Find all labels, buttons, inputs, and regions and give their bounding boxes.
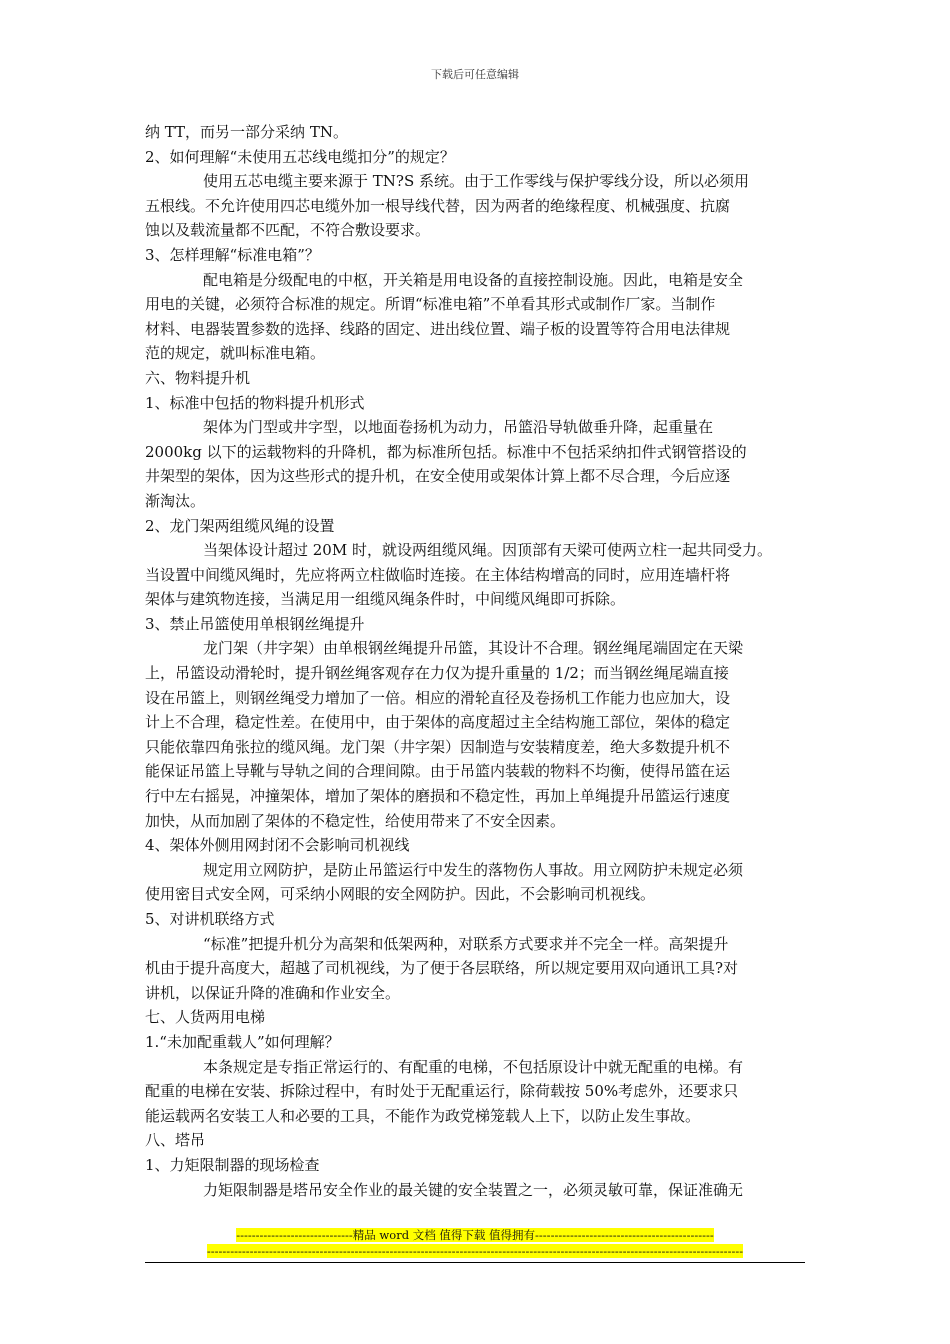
text-line: 2、如何理解“未使用五芯线电缆扣分”的规定？	[145, 147, 455, 166]
text-line: 八、塔吊	[145, 1131, 206, 1150]
text-line: 当架体设计超过 20M 时，就设两组缆风绳。因顶部有天梁可使两立柱一起共同受力。	[203, 541, 772, 560]
text-line: 纳 TT，而另一部分采纳 TN。	[145, 123, 348, 141]
text-line: 3、怎样理解“标准电箱”？	[145, 245, 320, 264]
text-line: 配电箱是分级配电的中枢，开关箱是用电设备的直接控制设施。因此，电箱是安全	[203, 270, 744, 289]
text-line: 2、龙门架两组缆风绳的设置	[145, 516, 335, 535]
text-line: 使用密目式安全网，可采纳小网眼的安全网防护。因此，不会影响司机视线。	[145, 885, 656, 904]
text-line: 配重的电梯在安装、拆除过程中，有时处于无配重运行，除荷载按 50%考虑外，还要求只	[145, 1082, 739, 1101]
text-line: 能保证吊篮上导靴与导轨之间的合理间隙。由于吊篮内装载的物料不均衡，使得吊篮在运	[145, 762, 731, 781]
footer-rule	[145, 1262, 805, 1263]
text-line: 井架型的架体，因为这些形式的提升机，在安全使用或架体计算上都不尽合理，今后应逐	[145, 467, 731, 486]
text-line: 龙门架（井字架）由单根钢丝绳提升吊篮，其设计不合理。钢丝绳尾端固定在天梁	[203, 639, 744, 658]
page-footer	[0, 1227, 950, 1259]
text-line: 六、物料提升机	[145, 368, 251, 387]
text-line: 行中左右摇晃，冲撞架体，增加了架体的磨损和不稳定性，再加上单绳提升吊篮运行速度	[145, 787, 731, 806]
text-line: 规定用立网防护，是防止吊篮运行中发生的落物伤人事故。用立网防护未规定必须	[203, 860, 744, 879]
footer-banner-line-2: ------------------------------------------------------------------------------------------------------------------------------------------	[206, 1244, 744, 1258]
text-line: 上，吊篮设动滑轮时，提升钢丝绳客观存在力仅为提升重量的 1/2；而当钢丝绳尾端直接	[145, 664, 729, 683]
footer-banner-line-1: ------------------------------精品 word 文档 值得下载 值得拥有----------------------------------------------	[236, 1228, 714, 1242]
page-header: 下载后可任意编辑	[431, 68, 519, 81]
document-body	[145, 120, 810, 1202]
text-line: 蚀以及载流量都不匹配，不符合敷设要求。	[145, 221, 431, 240]
text-line: 机由于提升高度大，超越了司机视线，为了便于各层联络，所以规定要用双向通讯工具?对	[145, 959, 739, 978]
text-line: 五根线。不允许使用四芯电缆外加一根导线代替，因为两者的绝缘程度、机械强度、抗腐	[145, 196, 731, 215]
text-line: 计上不合理，稳定性差。在使用中，由于架体的高度超过主全结构施工部位，架体的稳定	[145, 713, 731, 732]
text-line: 1、标准中包括的物料提升机形式	[145, 393, 365, 412]
text-line: 本条规定是专指正常运行的、有配重的电梯，不包括原设计中就无配重的电梯。有	[203, 1057, 744, 1076]
text-line: 5、对讲机联络方式	[145, 910, 275, 928]
text-line: 七、人货两用电梯	[145, 1008, 266, 1027]
text-line: 设在吊篮上，则钢丝绳受力增加了一倍。相应的滑轮直径及卷扬机工作能力也应加大，设	[145, 688, 731, 707]
text-line: 范的规定，就叫标准电箱。	[145, 344, 326, 363]
text-line: 1、力矩限制器的现场检查	[145, 1155, 320, 1174]
text-line: 4、架体外侧用网封闭不会影响司机视线	[145, 836, 410, 855]
text-line: 渐淘汰。	[145, 491, 206, 510]
text-line: 材料、电器装置参数的选择、线路的固定、进出线位置、端子板的设置等符合用电法律规	[145, 319, 731, 338]
text-line: 架体为门型或井字型，以地面卷扬机为动力，吊篮沿导轨做垂升降，起重量在	[203, 418, 714, 437]
text-line: “标准”把提升机分为高架和低架两种，对联系方式要求并不完全一样。高架提升	[203, 934, 729, 953]
text-line: 讲机，以保证升降的准确和作业安全。	[145, 983, 401, 1002]
text-line: 1.“未加配重载人”如何理解？	[145, 1032, 340, 1051]
text-line: 使用五芯电缆主要来源于 TN?S 系统。由于工作零线与保护零线分设，所以必须用	[203, 172, 749, 191]
text-line: 力矩限制器是塔吊安全作业的最关键的安全装置之一，必须灵敏可靠，保证准确无	[203, 1180, 744, 1199]
text-line: 2000kg 以下的运载物料的升降机，都为标准所包括。标准中不包括采纳扣件式钢管搭设的	[145, 442, 747, 461]
text-line: 架体与建筑物连接，当满足用一组缆风绳条件时，中间缆风绳即可拆除。	[145, 590, 626, 609]
text-line: 3、禁止吊篮使用单根钢丝绳提升	[145, 614, 365, 633]
text-line: 能运载两名安装工人和必要的工具，不能作为政党梯笼载人上下，以防止发生事故。	[145, 1106, 701, 1125]
text-line: 当设置中间缆风绳时，先应将两立柱做临时连接。在主体结构增高的同时，应用连墙杆将	[145, 565, 731, 584]
text-line: 只能依靠四角张拉的缆风绳。龙门架（井字架）因制造与安装精度差，绝大多数提升机不	[145, 737, 731, 756]
text-line: 用电的关键，必须符合标准的规定。所谓“标准电箱”不单看其形式或制作厂家。当制作	[145, 295, 716, 314]
text-line: 加快，从而加剧了架体的不稳定性，给使用带来了不安全因素。	[145, 811, 566, 830]
